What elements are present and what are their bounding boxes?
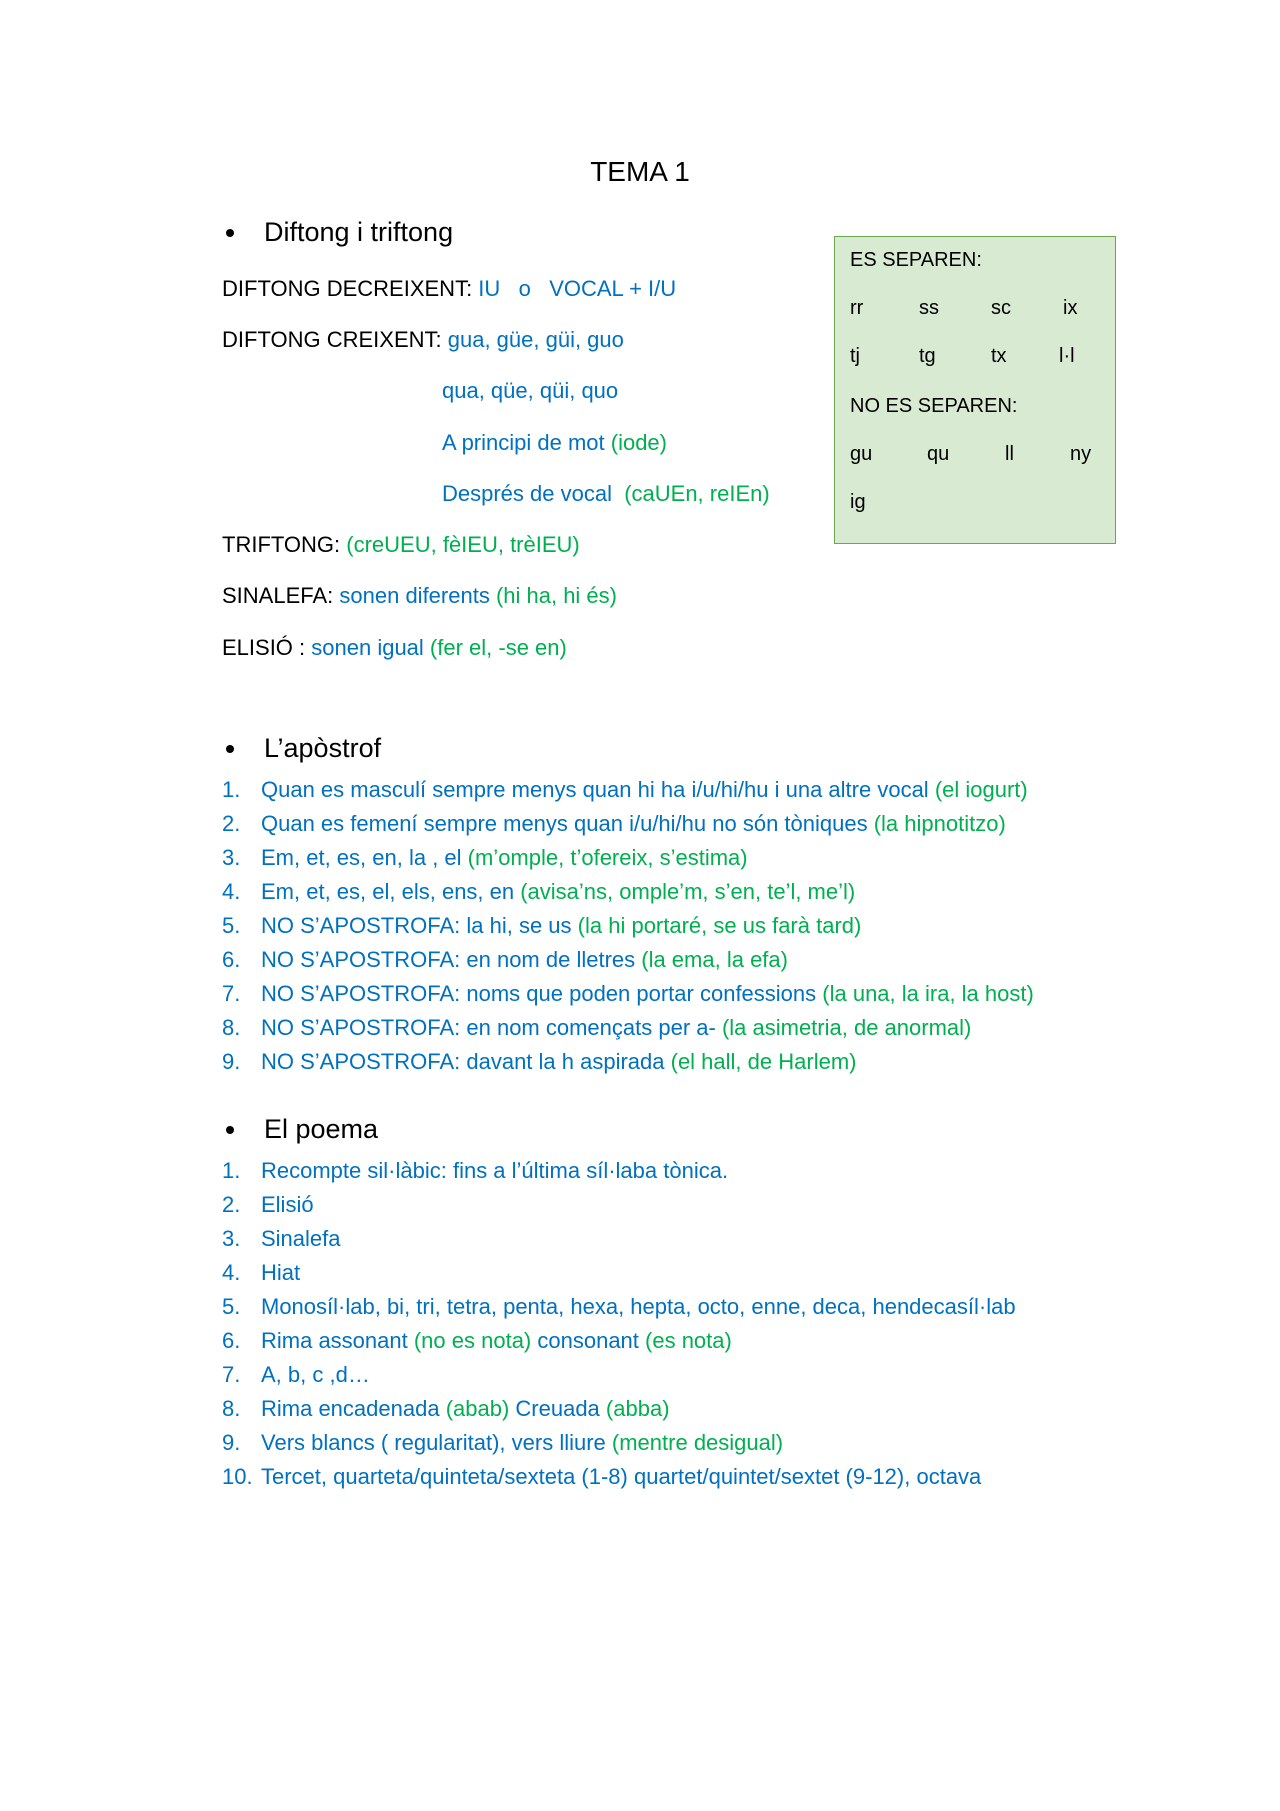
- elisio-label: ELISIÓ :: [222, 635, 312, 660]
- list-number: 6.: [222, 1328, 241, 1353]
- list-example: (la hi portaré, se us farà tard): [577, 913, 862, 938]
- list-text: NO S’APOSTROFA: en nom començats per a-: [261, 1015, 722, 1040]
- sinalefa-example: (hi ha, hi és): [495, 583, 617, 608]
- bullet-icon: [226, 1126, 234, 1134]
- section-heading-text: Diftong i triftong: [264, 217, 454, 247]
- list-number: 9.: [222, 1430, 241, 1455]
- list-text: Recompte sil·làbic: fins a l’última síl·laba tònica.: [261, 1158, 729, 1183]
- diftong-creixent-text: gua, güe, güi, guo: [447, 327, 624, 352]
- list-number: 3.: [222, 845, 241, 870]
- list-text: consonant: [537, 1328, 646, 1353]
- list-number: 7.: [222, 1362, 241, 1387]
- diftong-creixent-text: qua, qüe, qüi, quo: [442, 378, 619, 403]
- section-heading-text: El poema: [264, 1114, 379, 1144]
- sinalefa-line: [222, 583, 617, 609]
- list-number: 8.: [222, 1396, 241, 1421]
- list-item: [222, 1460, 1016, 1494]
- list-item: [222, 1045, 1034, 1079]
- list-text: Rima encadenada: [261, 1396, 446, 1421]
- list-example: (la una, la ira, la host): [822, 981, 1034, 1006]
- list-example: (abba): [605, 1396, 670, 1421]
- diftong-creixent-line: [442, 481, 770, 507]
- list-text: Hiat: [261, 1260, 301, 1285]
- digraph-cell: qu: [927, 443, 950, 465]
- list-item: [222, 943, 1034, 977]
- digraph-cell: ix: [1063, 297, 1078, 319]
- list-example: (la ema, la efa): [641, 947, 788, 972]
- triftong-line: [222, 532, 580, 558]
- list-example: (la hipnotitzo): [873, 811, 1006, 836]
- bullet-icon: [226, 229, 234, 237]
- list-text: Em, et, es, el, els, ens, en: [261, 879, 521, 904]
- list-number: 9.: [222, 1049, 241, 1074]
- diftong-decreixent-line: [222, 276, 676, 302]
- list-item: [222, 773, 1034, 807]
- elisio-line: [222, 635, 567, 661]
- list-text: A, b, c ,d…: [261, 1362, 370, 1387]
- list-number: 3.: [222, 1226, 241, 1251]
- list-text: Elisió: [261, 1192, 314, 1217]
- digraph-cell: tj: [850, 345, 860, 367]
- list-text: Tercet, quarteta/quinteta/sexteta (1-8) quartet/quintet/sextet (9-12), octava: [261, 1464, 982, 1489]
- list-text: NO S’APOSTROFA: en nom de lletres: [261, 947, 642, 972]
- list-example: (el hall, de Harlem): [670, 1049, 857, 1074]
- digraph-cell: ig: [850, 491, 866, 513]
- list-item: [222, 1188, 1016, 1222]
- list-number: 10.: [222, 1464, 253, 1489]
- list-text: NO S’APOSTROFA: la hi, se us: [261, 913, 578, 938]
- list-item: [222, 909, 1034, 943]
- list-item: [222, 1154, 1016, 1188]
- list-item: [222, 807, 1034, 841]
- list-example: (el iogurt): [934, 777, 1028, 802]
- poema-list: [222, 1154, 1016, 1494]
- list-item: [222, 875, 1034, 909]
- no-es-separen-label: NO ES SEPAREN:: [850, 395, 1018, 417]
- section-heading-apostrof: [222, 733, 381, 764]
- list-number: 1.: [222, 1158, 241, 1183]
- list-number: 6.: [222, 947, 241, 972]
- section-heading-diftong: [222, 217, 453, 248]
- list-example: (abab): [445, 1396, 516, 1421]
- digraph-cell: rr: [850, 297, 864, 319]
- elisio-text: sonen igual: [311, 635, 430, 660]
- list-item: [222, 1324, 1016, 1358]
- list-number: 1.: [222, 777, 241, 802]
- list-number: 7.: [222, 981, 241, 1006]
- list-example: (m’omple, t’ofereix, s’estima): [467, 845, 748, 870]
- digraph-cell: gu: [850, 443, 873, 465]
- triftong-example: (creUEU, fèIEU, trèIEU): [346, 532, 580, 557]
- sinalefa-label: SINALEFA:: [222, 583, 340, 608]
- digraph-cell: tg: [919, 345, 936, 367]
- diftong-decreixent-text: IU o VOCAL + I/U: [478, 276, 677, 301]
- list-text: Em, et, es, en, la , el: [261, 845, 468, 870]
- list-example: (es nota): [645, 1328, 732, 1353]
- diftong-creixent-line: [442, 430, 667, 456]
- diftong-creixent-example: (iode): [610, 430, 667, 455]
- list-number: 4.: [222, 879, 241, 904]
- triftong-label: TRIFTONG:: [222, 532, 347, 557]
- apostrof-list: [222, 773, 1034, 1079]
- list-text: Sinalefa: [261, 1226, 341, 1251]
- list-text: Monosíl·lab, bi, tri, tetra, penta, hexa, hepta, octo, enne, deca, hendecasíl·lab: [261, 1294, 1016, 1319]
- list-number: 4.: [222, 1260, 241, 1285]
- digraph-cell: ll: [1005, 443, 1014, 465]
- list-number: 5.: [222, 1294, 241, 1319]
- list-text: Quan es masculí sempre menys quan hi ha i/u/hi/hu i una altre vocal: [261, 777, 935, 802]
- diftong-creixent-line: [222, 327, 624, 353]
- digraph-cell: tx: [991, 345, 1007, 367]
- digraph-cell: ss: [919, 297, 939, 319]
- list-item: [222, 1426, 1016, 1460]
- list-number: 2.: [222, 811, 241, 836]
- list-number: 5.: [222, 913, 241, 938]
- list-item: [222, 841, 1034, 875]
- diftong-creixent-example: (caUEn, reIEn): [624, 481, 770, 506]
- list-item: [222, 1222, 1016, 1256]
- list-example: (avisa’ns, omple’m, s’en, te’l, me’l): [520, 879, 856, 904]
- diftong-creixent-text: Després de vocal: [442, 481, 625, 506]
- list-item: [222, 1392, 1016, 1426]
- list-item: [222, 1256, 1016, 1290]
- list-example: (no es nota): [413, 1328, 538, 1353]
- list-text: Rima assonant: [261, 1328, 414, 1353]
- list-number: 2.: [222, 1192, 241, 1217]
- diftong-creixent-text: A principi de mot: [442, 430, 611, 455]
- diftong-creixent-line: [442, 378, 618, 404]
- list-text: NO S’APOSTROFA: davant la h aspirada: [261, 1049, 671, 1074]
- list-text: Creuada: [515, 1396, 606, 1421]
- separation-box: [834, 236, 1116, 544]
- list-example: (la asimetria, de anormal): [721, 1015, 972, 1040]
- digraph-cell: sc: [991, 297, 1011, 319]
- list-text: Quan es femení sempre menys quan i/u/hi/hu no són tòniques: [261, 811, 874, 836]
- section-heading-poema: [222, 1114, 378, 1145]
- section-heading-text: L’apòstrof: [264, 733, 382, 763]
- list-item: [222, 1011, 1034, 1045]
- list-text: Vers blancs ( regularitat), vers lliure: [261, 1430, 612, 1455]
- diftong-creixent-label: DIFTONG CREIXENT:: [222, 327, 448, 352]
- digraph-cell: l·l: [1059, 345, 1075, 367]
- list-item: [222, 1358, 1016, 1392]
- es-separen-label: ES SEPAREN:: [850, 249, 982, 271]
- list-item: [222, 1290, 1016, 1324]
- sinalefa-text: sonen diferents: [339, 583, 496, 608]
- list-example: (mentre desigual): [611, 1430, 784, 1455]
- list-item: [222, 977, 1034, 1011]
- diftong-decreixent-label: DIFTONG DECREIXENT:: [222, 276, 479, 301]
- page-title: TEMA 1: [590, 156, 690, 187]
- list-number: 8.: [222, 1015, 241, 1040]
- bullet-icon: [226, 745, 234, 753]
- list-text: NO S’APOSTROFA: noms que poden portar confessions: [261, 981, 823, 1006]
- digraph-cell: ny: [1070, 443, 1092, 465]
- elisio-example: (fer el, -se en): [429, 635, 567, 660]
